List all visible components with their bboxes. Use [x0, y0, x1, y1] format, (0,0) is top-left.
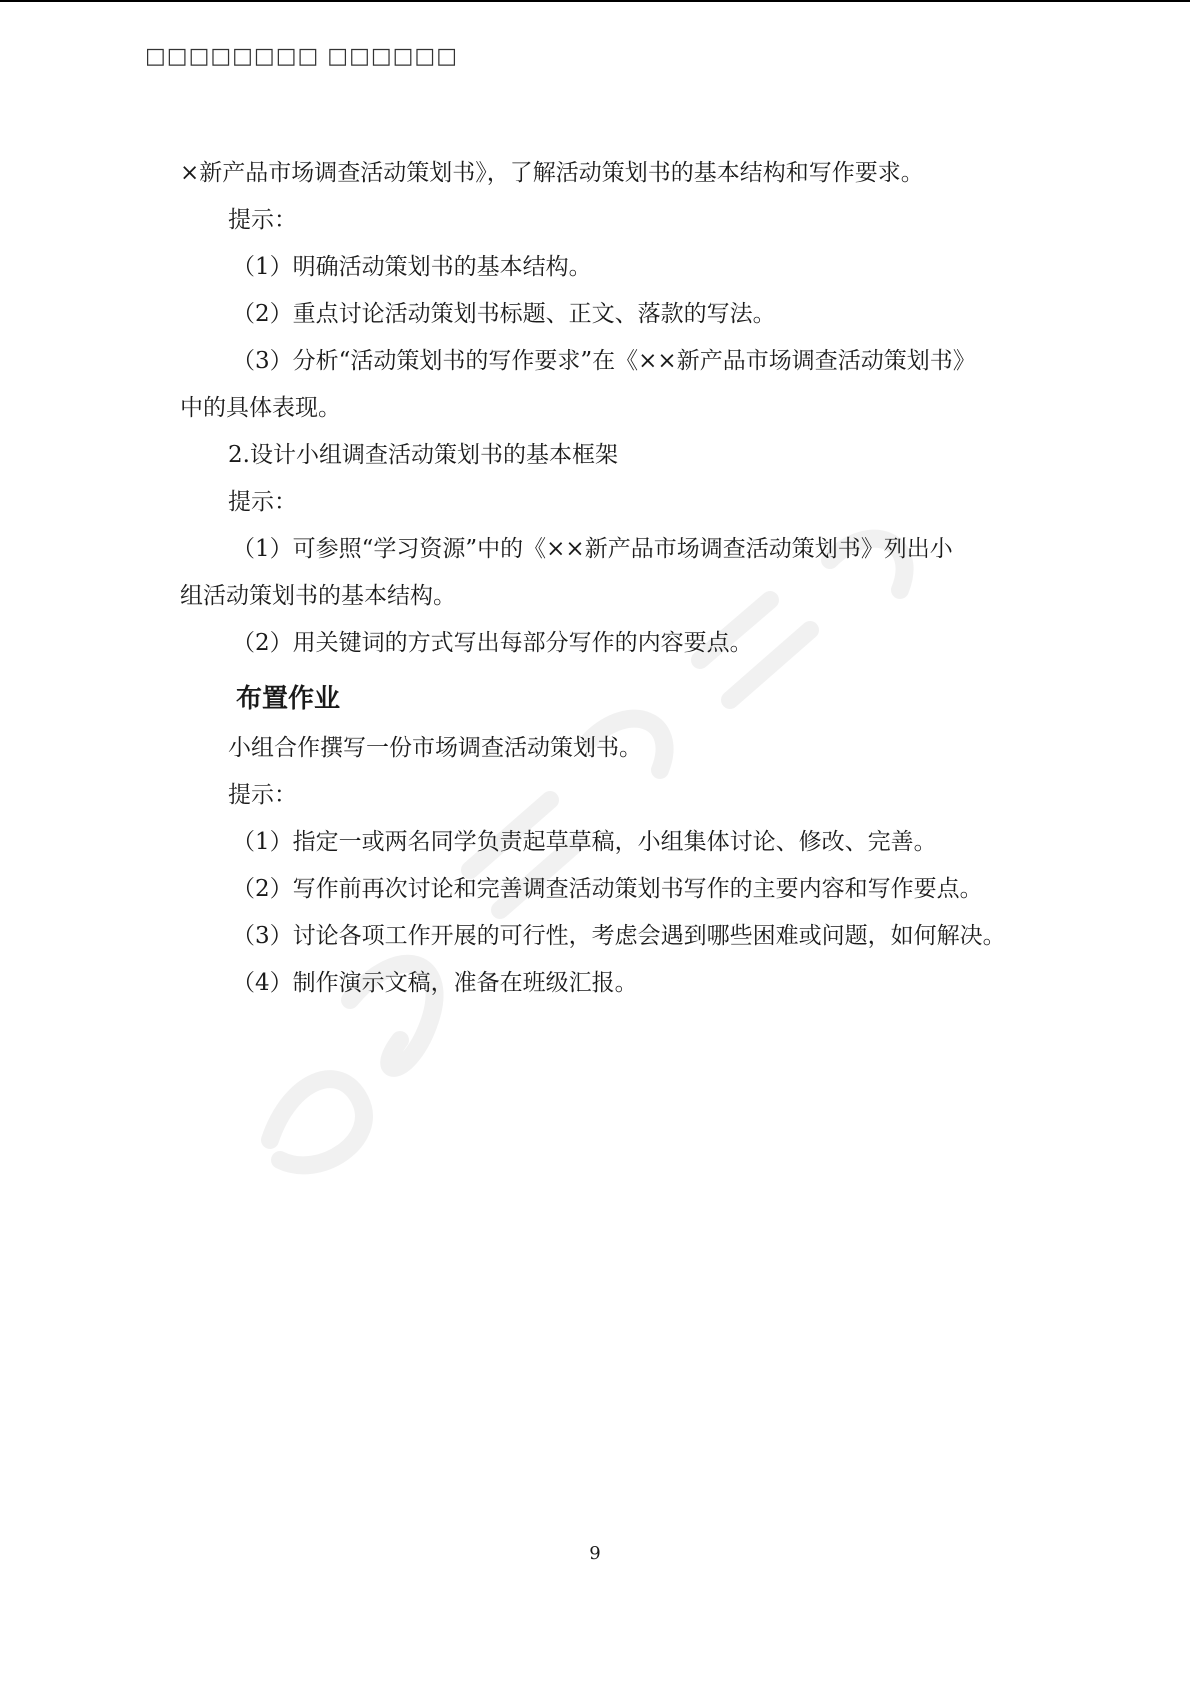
assignment-item: （4）制作演示文稿，准备在班级汇报。	[232, 970, 638, 996]
hint-item: （2）重点讨论活动策划书标题、正文、落款的写法。	[232, 301, 776, 327]
hint-item-continuation: 组活动策划书的基本结构。	[180, 583, 456, 609]
hint-label: 提示：	[228, 489, 297, 515]
assignment-item: （2）写作前再次讨论和完善调查活动策划书写作的主要内容和写作要点。	[232, 876, 983, 902]
top-border-line	[0, 0, 1190, 2]
assignment-item: （3）讨论各项工作开展的可行性，考虑会遇到哪些困难或问题，如何解决。	[232, 923, 1006, 949]
section-step-title: 2.设计小组调查活动策划书的基本框架	[228, 442, 618, 468]
hint-label: 提示：	[228, 782, 297, 808]
assignment-item: （1）指定一或两名同学负责起草草稿，小组集体讨论、修改、完善。	[232, 829, 937, 855]
hint-item: （2）用关键词的方式写出每部分写作的内容要点。	[232, 630, 753, 656]
document-body	[180, 150, 1015, 1007]
hint-item: （3）分析“活动策划书的写作要求”在《××新产品市场调查活动策划书》	[232, 348, 976, 374]
hint-item: （1）可参照“学习资源”中的《××新产品市场调查活动策划书》列出小	[232, 536, 953, 562]
running-header: □□□□□□□□ □□□□□□	[145, 44, 458, 69]
paragraph-line: ×新产品市场调查活动策划书》，了解活动策划书的基本结构和写作要求。	[180, 160, 924, 186]
page-number: 9	[589, 1543, 601, 1564]
hint-item-continuation: 中的具体表现。	[180, 395, 341, 421]
hint-item: （1）明确活动策划书的基本结构。	[232, 254, 592, 280]
assignment-intro: 小组合作撰写一份市场调查活动策划书。	[228, 735, 642, 761]
hint-label: 提示：	[228, 207, 297, 233]
assignment-heading: 布置作业	[236, 684, 341, 714]
